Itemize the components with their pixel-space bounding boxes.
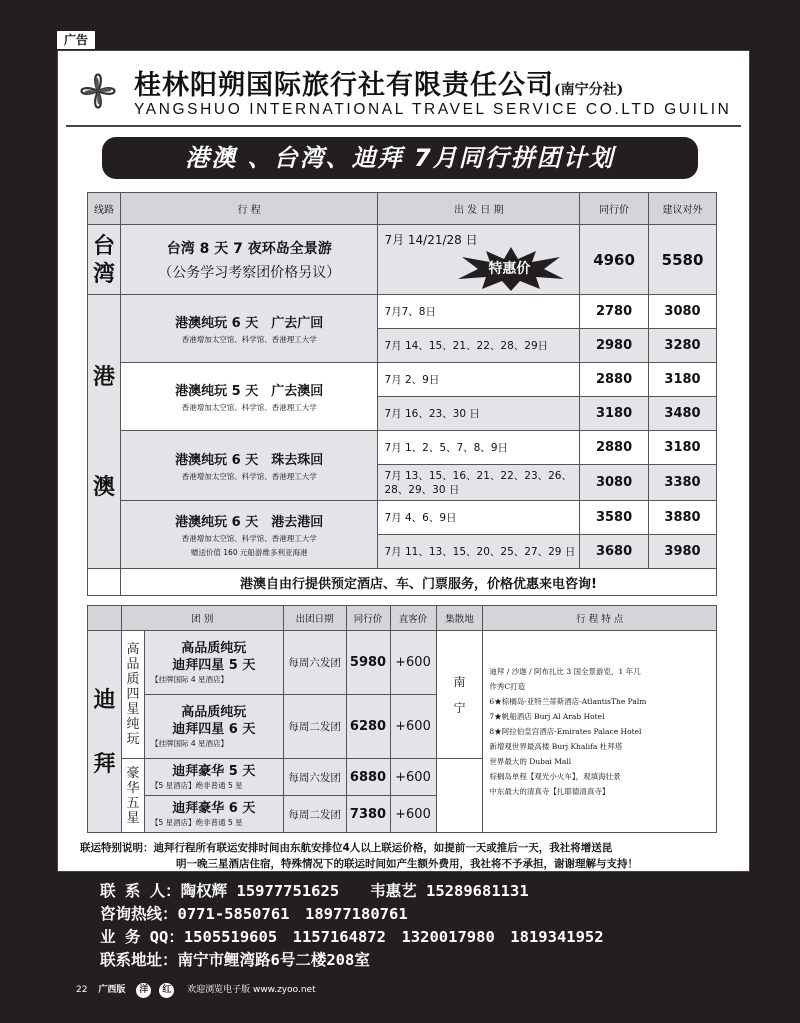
price-cell: 3280 — [649, 329, 717, 363]
package-title: 高品质纯玩 — [181, 705, 247, 720]
route-note: （公务学习考察团价格另议） — [158, 264, 341, 281]
contact-info — [100, 880, 604, 972]
package-title: 高品质纯玩 — [181, 641, 247, 656]
hk-route — [120, 363, 377, 431]
package-hotel: 【挂牌国际 4 星酒店】 — [150, 739, 229, 748]
header-gather: 集散地 — [436, 606, 483, 631]
region-dubai: 迪拜 — [88, 631, 122, 833]
package-hotel: 【5 星酒店】绝非普通 5 星 — [150, 781, 243, 790]
feature-line: 7★帆船酒店 Burj Al Arab Hotel — [489, 712, 605, 721]
table-row — [88, 631, 717, 695]
price-cell: 5580 — [649, 225, 717, 295]
price-cell: 3080 — [649, 295, 717, 329]
qq-label: 业 务 QQ： — [100, 928, 184, 946]
category-four-star: 高品质四星纯玩 — [121, 631, 144, 759]
header-peer-price: 同行价 — [346, 606, 390, 631]
header-route: 行 程 — [120, 193, 377, 225]
header-group: 团 别 — [121, 606, 283, 631]
taiwan-dates — [378, 225, 580, 295]
contact-person-label: 联 系 人： — [100, 882, 181, 900]
header-region: 线路 — [88, 193, 121, 225]
section-label: 广西版 — [98, 985, 126, 995]
flower-logo-icon — [70, 63, 126, 119]
price-cell: 5980 — [346, 631, 390, 695]
ad-tag: 广告 — [57, 31, 95, 49]
price-cell: 3980 — [649, 535, 717, 569]
region-hk-macau: 港澳 — [88, 295, 121, 569]
feature-line: 世界最大的 Dubai Mall — [489, 757, 572, 766]
departure-dates: 7月 2、9日 — [378, 363, 580, 397]
hk-taiwan-table — [87, 192, 717, 596]
header-departure: 出团日期 — [283, 606, 346, 631]
empty-cell — [88, 569, 121, 596]
route-title: 台湾 8 天 7 夜环岛全景游 — [166, 240, 332, 257]
header-dates: 出 发 日 期 — [378, 193, 580, 225]
price-cell: 4960 — [580, 225, 649, 295]
special-price-badge: 特惠价 — [488, 261, 531, 277]
feature-line: 新增观世界最高楼 Burj Khalifa 杜拜塔 — [489, 742, 623, 751]
table-row — [88, 569, 717, 596]
hotline-numbers: 0771-5850761 18977180761 — [177, 905, 408, 923]
package-title: 迪拜豪华 6 天 — [172, 801, 256, 816]
price-cell: 3180 — [649, 363, 717, 397]
price-cell: 2880 — [580, 363, 649, 397]
feature-line: 8★阿拉伯皇宫酒店-Emirates Palace Hotel — [489, 727, 642, 736]
dubai-package — [144, 759, 283, 796]
price-cell: 2880 — [580, 431, 649, 465]
price-cell: 2980 — [580, 329, 649, 363]
page-number: 22 — [76, 985, 88, 995]
route-title: 港澳纯玩 6 天 广去广回 — [175, 316, 324, 331]
feature-line: 6★棕榈岛-亚特兰蒂斯酒店-AtlantisThe Palm — [489, 697, 647, 706]
empty-cell — [88, 606, 122, 631]
hk-route — [120, 295, 377, 363]
publication-logo-icon: 红 — [159, 983, 174, 998]
departure-dates: 7月 14/21/28 日 — [384, 233, 478, 247]
banner-title: 港澳 、台湾、迪拜 7月同行拼团计划 — [102, 137, 698, 179]
price-cell: 3880 — [649, 501, 717, 535]
direct-price-cell: +600 — [390, 759, 436, 796]
package-title: 迪拜四星 6 天 — [172, 722, 256, 737]
price-cell: 3180 — [649, 431, 717, 465]
price-cell: 6880 — [346, 759, 390, 796]
table-row — [88, 295, 717, 329]
feature-line: 作秀C打造 — [489, 682, 526, 691]
route-title: 港澳纯玩 6 天 珠去珠回 — [175, 453, 324, 468]
publication-logo-icon: 洋 — [136, 983, 151, 998]
qq-numbers: 1505519605 1157164872 1320017980 1819341952 — [183, 928, 604, 946]
notes-text: 明一晚三星酒店住宿，特殊情况下的联运时间如产生额外费用，我社将不予承担，谢谢理解与支持！ — [176, 858, 638, 870]
direct-price-cell: +600 — [390, 631, 436, 695]
transfer-notes — [80, 840, 740, 872]
package-title: 迪拜四星 5 天 — [172, 658, 256, 673]
advertisement-page — [57, 50, 750, 872]
contact-person-1: 陶权辉 15977751625 — [180, 882, 340, 900]
feature-line: 中东最大的清真寺【扎耶德清真寺】 — [489, 787, 610, 796]
header-retail-price: 建议对外 — [649, 193, 717, 225]
header-direct-price: 直客价 — [390, 606, 436, 631]
website-note: 欢迎浏览电子版 www.zyoo.net — [187, 985, 316, 995]
departure-dates: 7月7、8日 — [378, 295, 580, 329]
company-header — [66, 59, 741, 127]
trip-features — [483, 631, 717, 833]
header-features: 行 程 特 点 — [483, 606, 717, 631]
notes-text: 迪拜行程所有联运安排时间由东航安排位4人以上联运价格，如提前一天或推后一天，我社将增送昆 — [153, 842, 613, 854]
category-five-star: 豪华五星 — [121, 759, 144, 833]
hotline-label: 咨询热线： — [100, 905, 178, 923]
dubai-package — [144, 631, 283, 695]
route-note: 香港增加太空馆、科学馆、香港理工大学 — [181, 403, 317, 412]
price-cell: 3180 — [580, 397, 649, 431]
price-cell: 3680 — [580, 535, 649, 569]
address: 南宁市鲤湾路6号二楼208室 — [177, 951, 370, 969]
free-travel-note: 港澳自由行提供预定酒店、车、门票服务，价格优惠来电咨询! — [120, 569, 716, 596]
route-note: 香港增加太空馆、科学馆、香港理工大学 — [181, 335, 317, 344]
price-cell: 7380 — [346, 796, 390, 833]
route-title: 港澳纯玩 5 天 广去澳回 — [175, 384, 324, 399]
contact-person-2: 韦惠艺 15289681131 — [370, 882, 529, 900]
route-title: 港澳纯玩 6 天 港去港回 — [175, 515, 324, 530]
empty-cell — [436, 759, 483, 833]
price-cell: 3580 — [580, 501, 649, 535]
price-cell: 6280 — [346, 695, 390, 759]
notes-label: 联运特别说明： — [80, 842, 154, 854]
address-label: 联系地址： — [100, 951, 178, 969]
dubai-table — [87, 605, 717, 833]
page-footer — [76, 982, 324, 998]
package-hotel: 【5 星酒店】绝非普通 5 星 — [150, 818, 243, 827]
route-note: 香港增加太空馆、科学馆、香港理工大学 — [181, 534, 317, 543]
route-note: 香港增加太空馆、科学馆、香港理工大学 — [181, 472, 317, 481]
departure-dates: 7月 11、13、15、20、25、27、29 日 — [378, 535, 580, 569]
departure-dates: 7月 4、6、9日 — [378, 501, 580, 535]
price-cell: 3080 — [580, 465, 649, 501]
company-name-en: YANGSHUO INTERNATIONAL TRAVEL SERVICE CO.LTD GUILIN — [134, 101, 732, 118]
gather-city: 南宁 — [436, 631, 483, 759]
dubai-package — [144, 695, 283, 759]
departure-dates: 7月 14、15、21、22、28、29日 — [378, 329, 580, 363]
departure-dates: 7月 1、2、5、7、8、9日 — [378, 431, 580, 465]
region-taiwan: 台湾 — [88, 225, 121, 295]
price-cell: 3380 — [649, 465, 717, 501]
table-row — [88, 225, 717, 295]
feature-line: 迪拜 / 沙迦 / 阿布扎比 3 国全景游览，1 年几 — [489, 667, 641, 676]
route-gift-note: 赠送价值 160 元船游维多利亚海港 — [190, 548, 308, 557]
departure-cell: 每周六发团 — [283, 631, 346, 695]
feature-line: 棕榈岛单程【观光小火车】，观填海壮景 — [489, 772, 621, 781]
departure-cell: 每周二发团 — [283, 695, 346, 759]
table-row — [88, 431, 717, 465]
company-name-cn: 桂林阳朔国际旅行社有限责任公司(南宁分社) — [134, 70, 624, 101]
company-branch: (南宁分社) — [554, 82, 624, 98]
taiwan-route — [120, 225, 377, 295]
package-hotel: 【挂牌国际 4 星酒店】 — [150, 675, 229, 684]
direct-price-cell: +600 — [390, 796, 436, 833]
departure-cell: 每周六发团 — [283, 759, 346, 796]
departure-dates: 7月 16、23、30 日 — [378, 397, 580, 431]
hk-route — [120, 501, 377, 569]
direct-price-cell: +600 — [390, 695, 436, 759]
dubai-package — [144, 796, 283, 833]
package-title: 迪拜豪华 5 天 — [172, 764, 256, 779]
price-cell: 2780 — [580, 295, 649, 329]
price-cell: 3480 — [649, 397, 717, 431]
hk-route — [120, 431, 377, 501]
table-row — [88, 363, 717, 397]
departure-dates: 7月 13、15、16、21、22、23、26、28、29、30 日 — [378, 465, 580, 501]
departure-cell: 每周二发团 — [283, 796, 346, 833]
header-peer-price: 同行价 — [580, 193, 649, 225]
table-row — [88, 501, 717, 535]
